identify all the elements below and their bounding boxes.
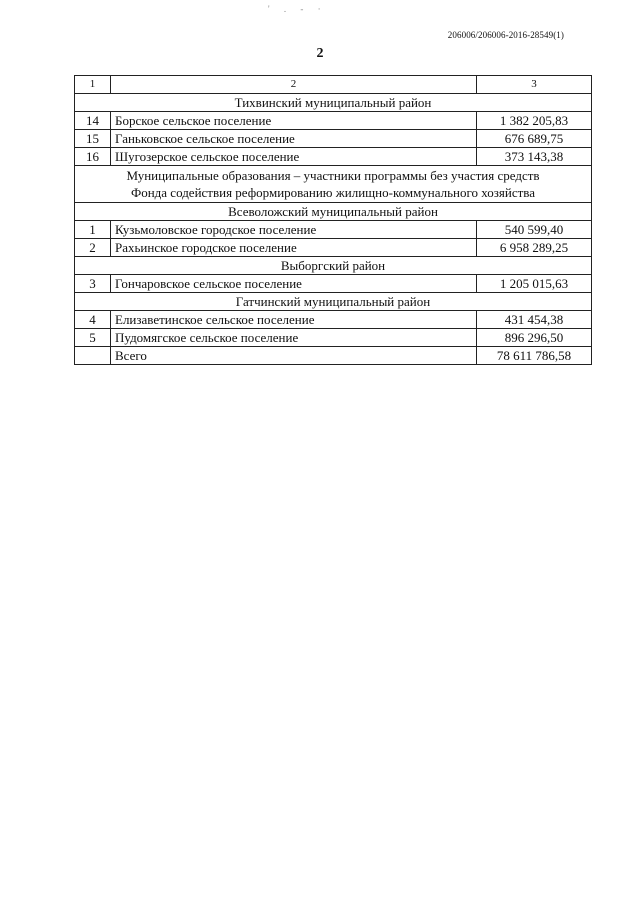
amount: 540 599,40	[477, 221, 592, 239]
distribution-table	[74, 75, 592, 365]
column-number-3: 3	[477, 76, 592, 94]
amount: 1 382 205,83	[477, 112, 592, 130]
column-number-row	[75, 76, 592, 94]
group-row	[75, 94, 592, 112]
row-number: 3	[75, 275, 111, 293]
table-row	[75, 148, 592, 166]
group-row	[75, 257, 592, 275]
section-note	[75, 166, 592, 203]
row-number: 4	[75, 311, 111, 329]
table-row	[75, 239, 592, 257]
group-row	[75, 293, 592, 311]
row-number: 1	[75, 221, 111, 239]
total-label: Всего	[111, 347, 477, 365]
column-number-1: 1	[75, 76, 111, 94]
total-row	[75, 347, 592, 365]
settlement-name: Пудомягское сельское поселение	[111, 329, 477, 347]
settlement-name: Рахьинское городское поселение	[111, 239, 477, 257]
section-note-line-2: Фонда содействия реформированию жилищно-коммунального хозяйства	[130, 185, 536, 200]
table-row	[75, 221, 592, 239]
row-number: 2	[75, 239, 111, 257]
page-number: 2	[316, 46, 324, 61]
group-title: Выборгский район	[75, 257, 592, 275]
document-id: 206006/206006-2016-28549(1)	[447, 30, 564, 40]
table-row	[75, 112, 592, 130]
group-title: Гатчинский муниципальный район	[75, 293, 592, 311]
amount: 373 143,38	[477, 148, 592, 166]
row-number	[75, 347, 111, 365]
settlement-name: Борское сельское поселение	[111, 112, 477, 130]
column-number-2: 2	[111, 76, 477, 94]
row-number: 15	[75, 130, 111, 148]
group-title: Тихвинский муниципальный район	[75, 94, 592, 112]
settlement-name: Гончаровское сельское поселение	[111, 275, 477, 293]
amount: 431 454,38	[477, 311, 592, 329]
group-title: Всеволожский муниципальный район	[75, 203, 592, 221]
section-note-line-1: Муниципальные образования – участники программы без участия средств	[126, 168, 540, 183]
amount: 676 689,75	[477, 130, 592, 148]
table-row	[75, 130, 592, 148]
row-number: 14	[75, 112, 111, 130]
settlement-name: Кузьмоловское городское поселение	[111, 221, 477, 239]
total-amount: 78 611 786,58	[477, 347, 592, 365]
table-row	[75, 311, 592, 329]
row-number: 16	[75, 148, 111, 166]
row-number: 5	[75, 329, 111, 347]
note-row	[75, 166, 592, 203]
table-row	[75, 275, 592, 293]
table-row	[75, 329, 592, 347]
settlement-name: Шугозерское сельское поселение	[111, 148, 477, 166]
scan-artifacts: ' . - ·	[268, 4, 327, 14]
settlement-name: Елизаветинское сельское поселение	[111, 311, 477, 329]
amount: 1 205 015,63	[477, 275, 592, 293]
amount: 6 958 289,25	[477, 239, 592, 257]
settlement-name: Ганьковское сельское поселение	[111, 130, 477, 148]
amount: 896 296,50	[477, 329, 592, 347]
group-row	[75, 203, 592, 221]
